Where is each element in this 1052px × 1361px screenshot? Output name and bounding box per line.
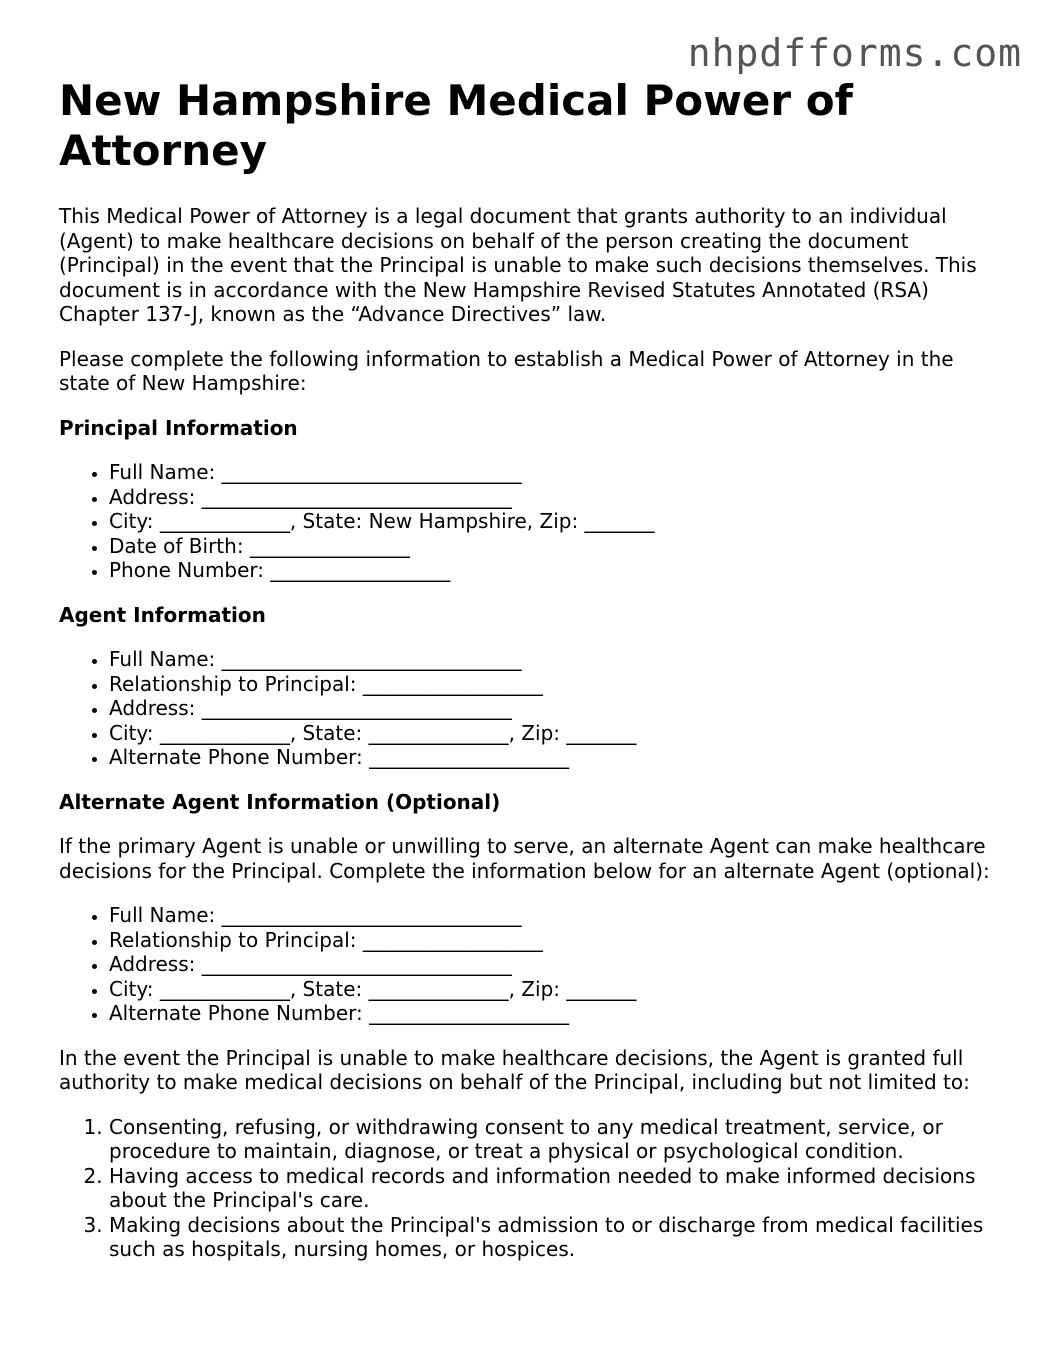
principal-full-name-field[interactable]: • Full Name: ______________________________ [109,460,1009,485]
document-title: New Hampshire Medical Power of Attorney [59,76,853,175]
agent-city-state-zip-field[interactable]: • City: _____________, State: ______________, Zip: _______ [109,721,1009,746]
principal-heading: Principal Information [59,415,298,440]
authority-item: 1. Consenting, refusing, or withdrawing consent to any medical treatment, service, or procedure to maintain, diagnose, or treat a physical or psychological condition. [109,1115,1009,1164]
alternate-agent-city-state-zip-field[interactable]: • City: _____________, State: ______________, Zip: _______ [109,977,1009,1002]
alternate-agent-address-field[interactable]: • Address: _______________________________ [109,952,1009,977]
principal-city-state-zip-field[interactable]: • City: _____________, State: New Hampshire, Zip: _______ [109,509,1009,534]
agent-phone-field[interactable]: • Alternate Phone Number: ____________________ [109,745,1009,770]
authority-item: 2. Having access to medical records and information needed to make informed decisions about the Principal's care. [109,1164,1009,1213]
agent-address-field[interactable]: • Address: _______________________________ [109,696,1009,721]
document-page [59,76,1009,1262]
alternate-agent-fields-list [59,903,1009,1026]
alternate-agent-heading: Alternate Agent Information (Optional) [59,789,501,814]
alternate-agent-full-name-field[interactable]: • Full Name: ______________________________ [109,903,1009,928]
agent-relationship-field[interactable]: • Relationship to Principal: __________________ [109,672,1009,697]
agent-fields-list [59,647,1009,770]
principal-fields-list [59,460,1009,583]
alternate-agent-phone-field[interactable]: • Alternate Phone Number: ____________________ [109,1001,1009,1026]
alternate-agent-description: If the primary Agent is unable or unwilling to serve, an alternate Agent can make healthcare decisions for the Principal. Complete the information below for an alternate Agent (optional): [59,834,990,883]
principal-address-field[interactable]: • Address: _______________________________ [109,485,1009,510]
principal-date-of-birth-field[interactable]: • Date of Birth: ________________ [109,534,1009,559]
authority-paragraph: In the event the Principal is unable to make healthcare decisions, the Agent is granted full authority to make medical decisions on behalf of the Principal, including but not limited to: [59,1045,970,1094]
intro-paragraph: This Medical Power of Attorney is a legal document that grants authority to an individual (Agent) to make healthcare decisions on behalf of the person creating the document (Principal) in the event that the Principal is unable to make such decisions themselves. This document is in accordance with the New Hampshire Revised Statutes Annotated (RSA) Chapter 137-J, known as the “Advance Directives” law. [59,204,977,326]
principal-phone-field[interactable]: • Phone Number: __________________ [109,558,1009,583]
alternate-agent-relationship-field[interactable]: • Relationship to Principal: __________________ [109,928,1009,953]
instruction-paragraph: Please complete the following information to establish a Medical Power of Attorney in the state of New Hampshire: [59,346,954,395]
agent-heading: Agent Information [59,602,266,627]
site-watermark: nhpdfforms.com [687,31,1022,75]
agent-full-name-field[interactable]: • Full Name: ______________________________ [109,647,1009,672]
authority-list [59,1115,1009,1262]
authority-item: 3. Making decisions about the Principal's admission to or discharge from medical facilities such as hospitals, nursing homes, or hospices. [109,1213,1009,1262]
